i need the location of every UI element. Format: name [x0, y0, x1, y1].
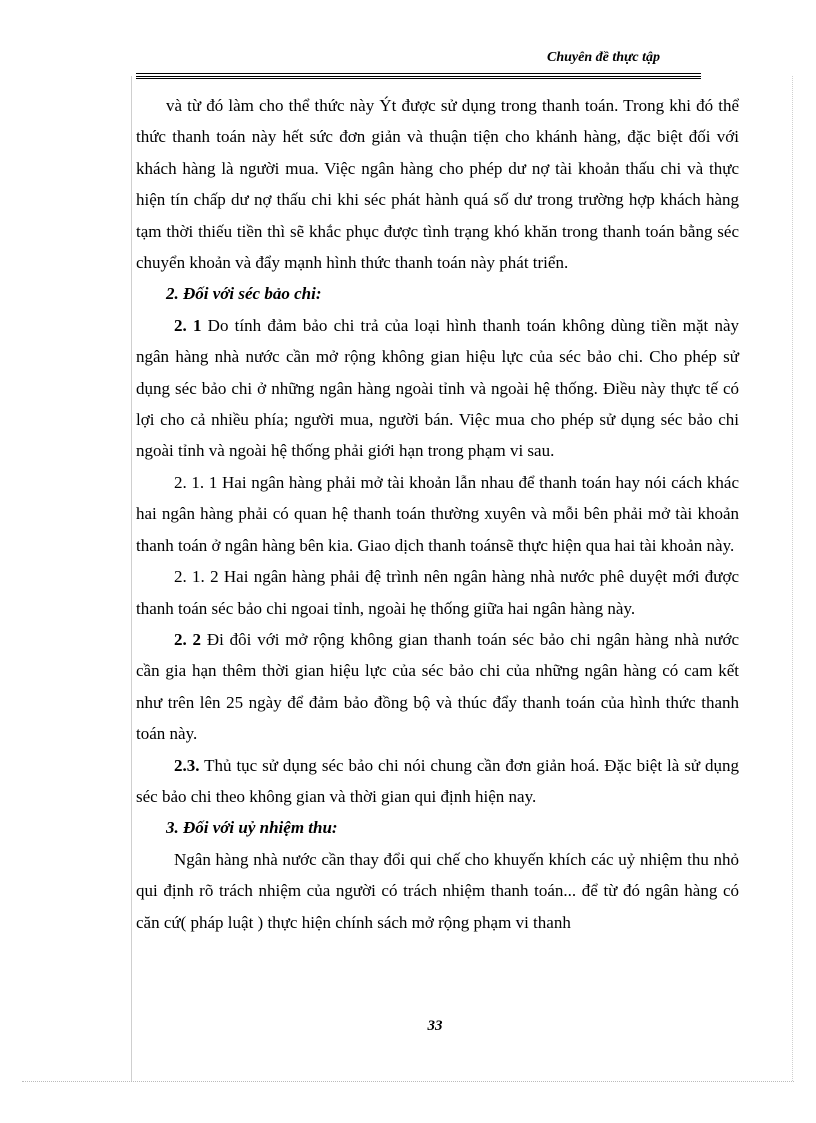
paragraph-3: Ngân hàng nhà nước cần thay đổi qui chế cho khuyến khích các uỷ nhiệm thu nhỏ qui định rõ trách nhiệm của người có trách nhiệm thanh toán... để từ đó ngân hàng có căn cứ( pháp luật ) thực hiện chính sách mở rộng phạm vi thanh	[136, 849, 739, 932]
paragraph-2-2	[136, 624, 739, 750]
header-rule	[136, 73, 701, 79]
paragraph-number: 2. 1	[174, 315, 202, 335]
paragraph-number: 2.3.	[174, 755, 200, 775]
section-heading-2: 2. Đối với séc bảo chi:	[166, 284, 322, 304]
paragraph-2-1-1: 2. 1. 1 Hai ngân hàng phải mở tài khoản lẫn nhau để thanh toán hay nói cách khác hai ngân hàng phải có quan hệ thanh toán thường xuyên và mỗi bên phải mở tài khoản thanh toán ở ngân hàng bên kia. Giao dịch thanh toánsẽ thực hiện qua hai tài khoản này.	[136, 472, 739, 555]
section-heading-3: 3. Đối với uỷ nhiệm thu:	[166, 818, 338, 838]
page-frame-right	[792, 76, 793, 1081]
paragraph-2-3	[136, 750, 739, 813]
running-header: Chuyên đề thực tập	[546, 50, 660, 65]
page-frame-left	[131, 76, 132, 1081]
paragraph-text: Do tính đảm bảo chi trả của loại hình thanh toán không dùng tiền mặt này ngân hàng nhà nước cần mở rộng không gian hiệu lực của séc bảo chi. Cho phép sử dụng séc bảo chi ở những ngân hàng ngoài tỉnh và ngoài hệ thống. Điều này thực tế có lợi cho cả nhiều phía; người mua, người bán. Việc mua cho phép sử dụng séc bảo chi ngoài tỉnh và ngoài hệ thống phải giới hạn trong phạm vi sau.	[136, 315, 740, 461]
paragraph-text: Thủ tục sử dụng séc bảo chi nói chung cần đơn giản hoá. Đặc biệt là sử dụng séc bảo chi theo không gian và thời gian qui định hiện nay.	[136, 755, 739, 806]
paragraph-2-1-2: 2. 1. 2 Hai ngân hàng phải đệ trình nên ngân hàng nhà nước phê duyệt mới được thanh toán séc bảo chi ngoai tỉnh, ngoài hẹ thống giữa hai ngân hàng này.	[136, 567, 739, 618]
paragraph-2-1	[136, 310, 739, 467]
paragraph-text: Đi đôi với mở rộng không gian thanh toán séc bảo chi ngân hàng nhà nước cần gia hạn thêm thời gian hiệu lực của séc bảo chi của những ngân hàng có cam kết như trên lên 25 ngày để đảm bảo đồng bộ và thúc đẩy thanh toán của hình thức thanh toán này.	[136, 629, 739, 744]
footer-rule	[22, 1081, 794, 1082]
body-text	[136, 90, 739, 938]
paragraph-number: 2. 2	[174, 629, 202, 649]
paragraph-1: và từ đó làm cho thể thức này Ýt được sử dụng trong thanh toán. Trong khi đó thể thức thanh toán này hết sức đơn giản và thuận tiện cho khánh hàng, đặc biệt đối với khách hàng là người mua. Việc ngân hàng cho phép dư nợ tài khoản thấu chi và thực hiện tín chấp dư nợ thấu chi khi séc phát hành quá số dư trong trường hợp khách hàng tạm thời thiếu tiền thì sẽ khắc phục được tình trạng khó khăn trong thanh toán bằng séc chuyển khoản và đẩy mạnh hình thức thanh toán này phát triển.	[136, 96, 739, 273]
page-number: 33	[427, 1018, 443, 1034]
